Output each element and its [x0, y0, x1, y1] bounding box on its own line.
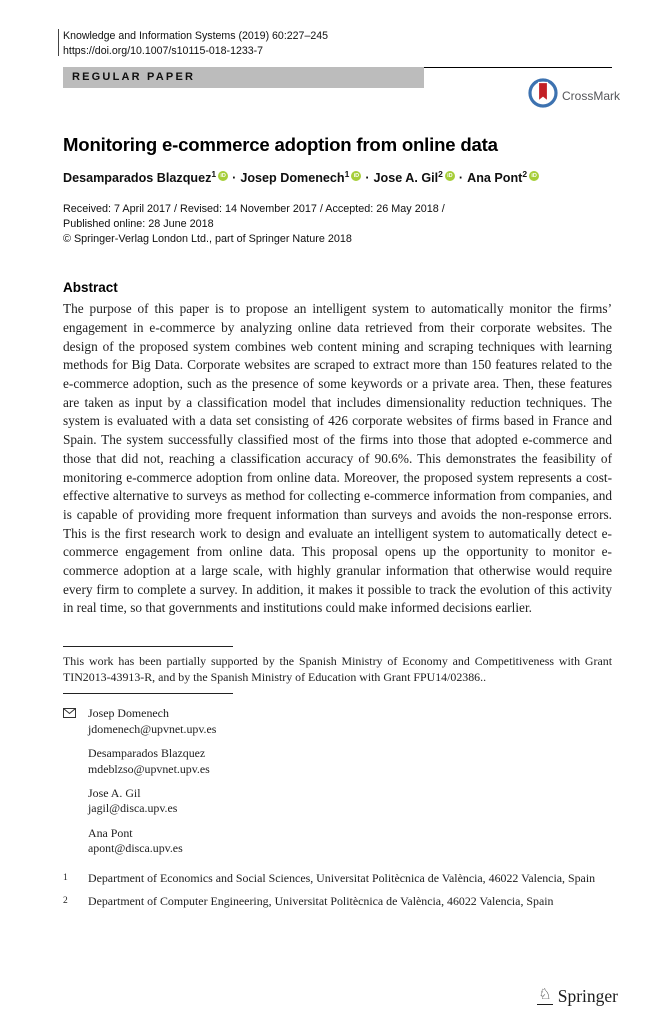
author-name: Ana Pont [467, 171, 523, 186]
contact-entry [63, 826, 612, 857]
doi-link[interactable]: https://doi.org/10.1007/s10115-018-1233-7 [63, 45, 264, 57]
orcid-icon[interactable]: iD [218, 171, 228, 181]
author [63, 171, 228, 185]
copyright-line: © Springer-Verlag London Ltd., part of Springer Nature 2018 [63, 233, 352, 246]
author-separator: · [232, 171, 237, 186]
author-separator: · [458, 171, 464, 186]
contact-name: Desamparados Blazquez [88, 746, 206, 761]
publication-history [63, 202, 612, 247]
springer-knight-icon: ♘ [538, 987, 552, 1003]
contact-name: Jose A. Gil [88, 785, 141, 800]
author-separator: · [365, 171, 370, 186]
journal-citation: Knowledge and Information Systems (2019) 60:227–245 [63, 30, 329, 42]
received-revised-accepted-line: Received: 7 April 2017 / Revised: 14 November 2017 / Accepted: 26 May 2018 / [63, 203, 445, 216]
contact-entry [63, 786, 612, 817]
affiliation-superscript: 2 [438, 169, 443, 179]
header-rule [424, 67, 612, 68]
affiliation-superscript: 2 [522, 169, 528, 179]
footnote-separator-rule [63, 693, 233, 694]
article-type-badge: REGULAR PAPER [63, 67, 424, 88]
affiliation-entry [63, 894, 612, 910]
contact-email[interactable]: jdomenech@upvnet.upv.es [88, 721, 217, 736]
contact-email[interactable]: mdeblzso@upvnet.upv.es [88, 761, 210, 776]
springer-wordmark: Springer [557, 986, 618, 1006]
affiliation-text: Department of Computer Engineering, Universitat Politècnica de València, 46022 Valencia, Spain [88, 894, 554, 909]
crossmark-label: CrossMark [561, 88, 620, 103]
affiliation-number: 2 [63, 896, 68, 907]
author-name: Desamparados Blazquez [63, 171, 212, 186]
affiliation-text: Department of Economics and Social Sciences, Universitat Politècnica de València, 46022 Valencia, Spain [88, 870, 596, 885]
author [467, 171, 539, 185]
author [374, 171, 455, 185]
author [240, 171, 361, 185]
crossmark-icon [528, 78, 558, 113]
affiliation-entry [63, 871, 612, 887]
affiliation-number: 1 [63, 872, 68, 883]
contact-name: Josep Domenech [88, 706, 169, 721]
abstract-text: The purpose of this paper is to propose an intelligent system to automatically monitor the firms’ engagement in e-commerce by analyzing online data retrieved from their corporate websites. The design of the proposed system combines web content mining and scraping techniques with learning methods for Big Data. Corporate websites are scraped to extract more than 150 features related to the e-commerce adoption, such as the presence of some keywords or a private area. Then, these features are taken as input by a classification model that includes dimensionality reduction techniques. The system is evaluated with a data set consisting of 426 corporate websites of firms based in France and Spain. The system successfully classified most of the firms into those that adopted e-commerce and those that did not, reaching a classification accuracy of 90.6%. This demonstrates the feasibility of monitoring e-commerce adoption from online data. Moreover, the proposed system represents a cost-effective alternative to surveys as method for collecting e-commerce information from companies, and is capable of providing more frequent information than surveys and avoids the non-response errors. This is the first research work to design and evaluate an intelligent system to automatically detect e-commerce engagement from online data. This proposal opens up the opportunity to monitor e-commerce adoption at a large scale, with highly granular information that otherwise would require every firm to complete a survey. In addition, it makes it possible to track the evolution of this activity in real time, so that governments and institutions could make informed decisions earlier. [63, 301, 612, 616]
author-line [63, 171, 612, 185]
footnote-separator-rule [63, 646, 233, 647]
abstract-heading: Abstract [63, 280, 118, 296]
contact-entry [63, 746, 612, 777]
contact-name: Ana Pont [88, 825, 133, 840]
scan-artifact-line [58, 29, 59, 56]
affiliation-list [63, 871, 612, 910]
orcid-icon[interactable]: iD [529, 171, 539, 181]
author-name: Jose A. Gil [373, 171, 439, 186]
contact-email[interactable]: apont@disca.upv.es [88, 841, 183, 856]
author-name: Josep Domenech [240, 171, 345, 186]
published-online-line: Published online: 28 June 2018 [63, 218, 214, 231]
funding-note: This work has been partially supported by the Spanish Ministry of Economy and Competitiveness with Grant TIN2013-43913-R, and by the Spanish Ministry of Education with Grant FPU14/02386.. [63, 654, 612, 684]
page-title: Monitoring e-commerce adoption from online data [63, 134, 498, 155]
springer-logo [537, 986, 618, 1007]
contact-entry [63, 706, 612, 737]
journal-header [63, 0, 612, 59]
orcid-icon[interactable]: iD [445, 171, 455, 181]
orcid-icon[interactable]: iD [351, 171, 361, 181]
envelope-icon [63, 706, 88, 737]
affiliation-superscript: 1 [211, 169, 217, 179]
crossmark-badge[interactable] [528, 78, 620, 113]
correspondence-list [63, 706, 612, 856]
affiliation-superscript: 1 [344, 169, 350, 179]
contact-email[interactable]: jagil@disca.upv.es [88, 801, 178, 816]
